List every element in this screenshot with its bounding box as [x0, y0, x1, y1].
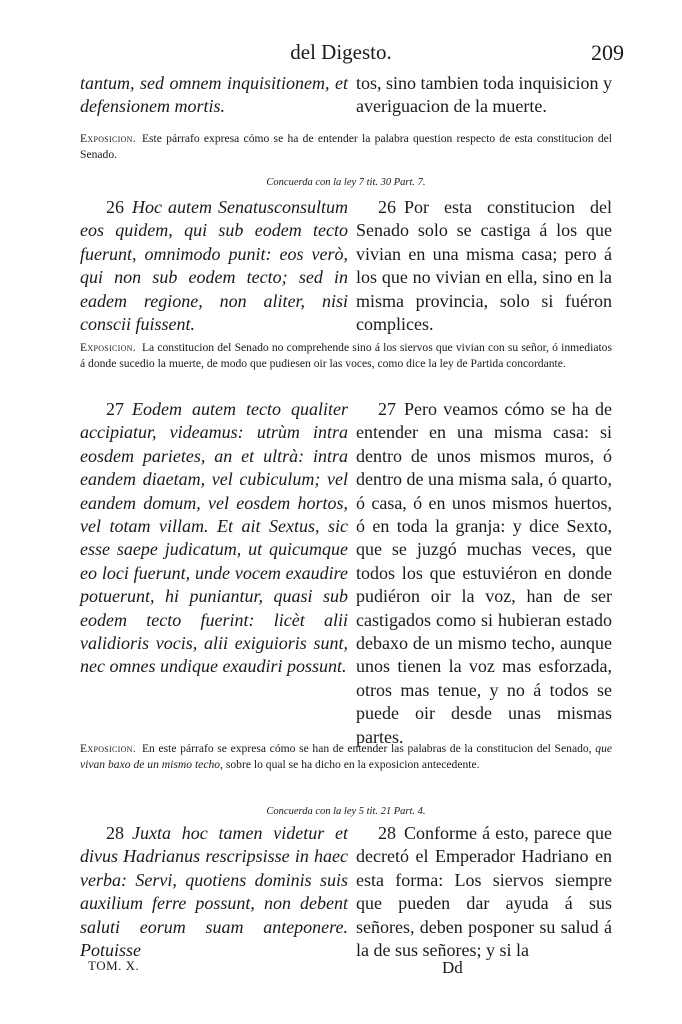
concordance-note: Concuerda con la ley 5 tit. 21 Part. 4.: [266, 806, 426, 817]
signature-mark: Dd: [442, 958, 463, 977]
section-number: 26: [378, 197, 396, 217]
exposicion-text: , sobre lo qual se ha dicho en la exposicion antecedente.: [220, 757, 480, 771]
section-number: 27: [378, 399, 396, 419]
exposicion-note: [80, 741, 612, 772]
spanish-text: [356, 398, 612, 749]
latin-text: [80, 196, 348, 336]
latin-paragraph: Juxta hoc tamen videtur et divus Hadrianus rescripsisse in haec verba: Servi, quotiens dominis suis auxilium ferre possunt, non debent saluti eorum suam anteponere. Potuisse: [80, 823, 348, 961]
latin-paragraph: Hoc autem Senatusconsultum eos quidem, qui sub eodem tecto fuerunt, omnimodo punit: eos verò, qui non sub eodem tecto; sed in eadem regione, non aliter, nisi conscii fuissent.: [80, 197, 348, 335]
spanish-text: [356, 196, 612, 336]
spanish-paragraph: Conforme á esto, parece que decretó el Emperador Hadriano en esta forma: Los siervos siempre que pueden dar ayuda á sus señores, deben posponer su salud á la de sus señores; y si la: [356, 823, 612, 961]
spanish-text: [356, 822, 612, 962]
exposicion-label: Exposicion.: [80, 742, 136, 755]
latin-text: [80, 398, 348, 679]
exposicion-label: Exposicion.: [80, 132, 136, 145]
exposicion-text: Este párrafo expresa cómo se ha de entender la palabra question respecto de esta constitucion del Senado.: [80, 132, 612, 161]
exposicion-note: [80, 340, 612, 371]
exposicion-label: Exposicion.: [80, 341, 136, 354]
spanish-paragraph: Pero veamos cómo se ha de entender en una misma casa: si dentro de unos mismos muros, ó dentro de una misma sala, ó quarto, ó casa, ó en unos mismos huertos, ó en toda la granja: y dice Sexto, que se juzgó muchas veces, que todos los que estuviéron en donde pudiéron oir la voz, han de ser castigados como si hubieran estado debaxo de un mismo techo, aunque unos tienen la voz mas esforzada, otros mas tenue, y no á todos se puede oir desde unas mismas partes.: [356, 399, 612, 747]
spanish-paragraph: Por esta constitucion del Senado solo se castiga á los que vivian en una misma casa; pero á los que no vivian en ella, sino en la misma provincia, solo si fuéron complices.: [356, 197, 612, 335]
concordance-note: Concuerda con la ley 7 tit. 30 Part. 7.: [266, 177, 426, 188]
volume-label: TOM. X.: [88, 958, 140, 973]
page-footer: [80, 958, 612, 982]
latin-text: [80, 822, 348, 962]
latin-text: tantum, sed omnem inquisitionem, et defensionem mortis.: [80, 73, 348, 117]
page-header: [0, 40, 682, 70]
section-number: 28: [378, 823, 396, 843]
spanish-text: tos, sino tambien toda inquisicion y averiguacion de la muerte.: [356, 73, 612, 117]
exposicion-text: En este párrafo se expresa cómo se han de entender las palabras de la constitucion del Senado,: [141, 742, 592, 755]
section-number: 28: [106, 823, 124, 843]
page-number: 209: [591, 40, 624, 65]
exposicion-note: [80, 131, 612, 162]
running-title: del Digesto.: [290, 40, 392, 64]
exposicion-text: La constitucion del Senado no comprehende sino á los siervos que vivian con su señor, ó inmediatos á donde sucedio la muerte, de modo que pudiesen oir las voces, como dice la ley de Partida concordante.: [80, 341, 612, 370]
section-number: 27: [106, 399, 124, 419]
latin-paragraph: Eodem autem tecto qualiter accipiatur, videamus: utrùm intra eosdem parietes, an et ultrà: intra eandem diaetam, vel cubiculum; vel eandem domum, vel eosdem hortos, vel totam villam. Et ait Sextus, sic esse saepe judicatum, ut quicumque eo loci fuerunt, unde vocem exaudire potuerunt, hi puniantur, quasi sub eodem tecto fuerint: licèt alii validioris vocis, alii exiguioris sunt, nec omnes undique exaudiri possunt.: [80, 399, 348, 677]
section-number: 26: [106, 197, 124, 217]
quoted-phrase: que vivan baxo de un mismo techo: [80, 742, 613, 771]
